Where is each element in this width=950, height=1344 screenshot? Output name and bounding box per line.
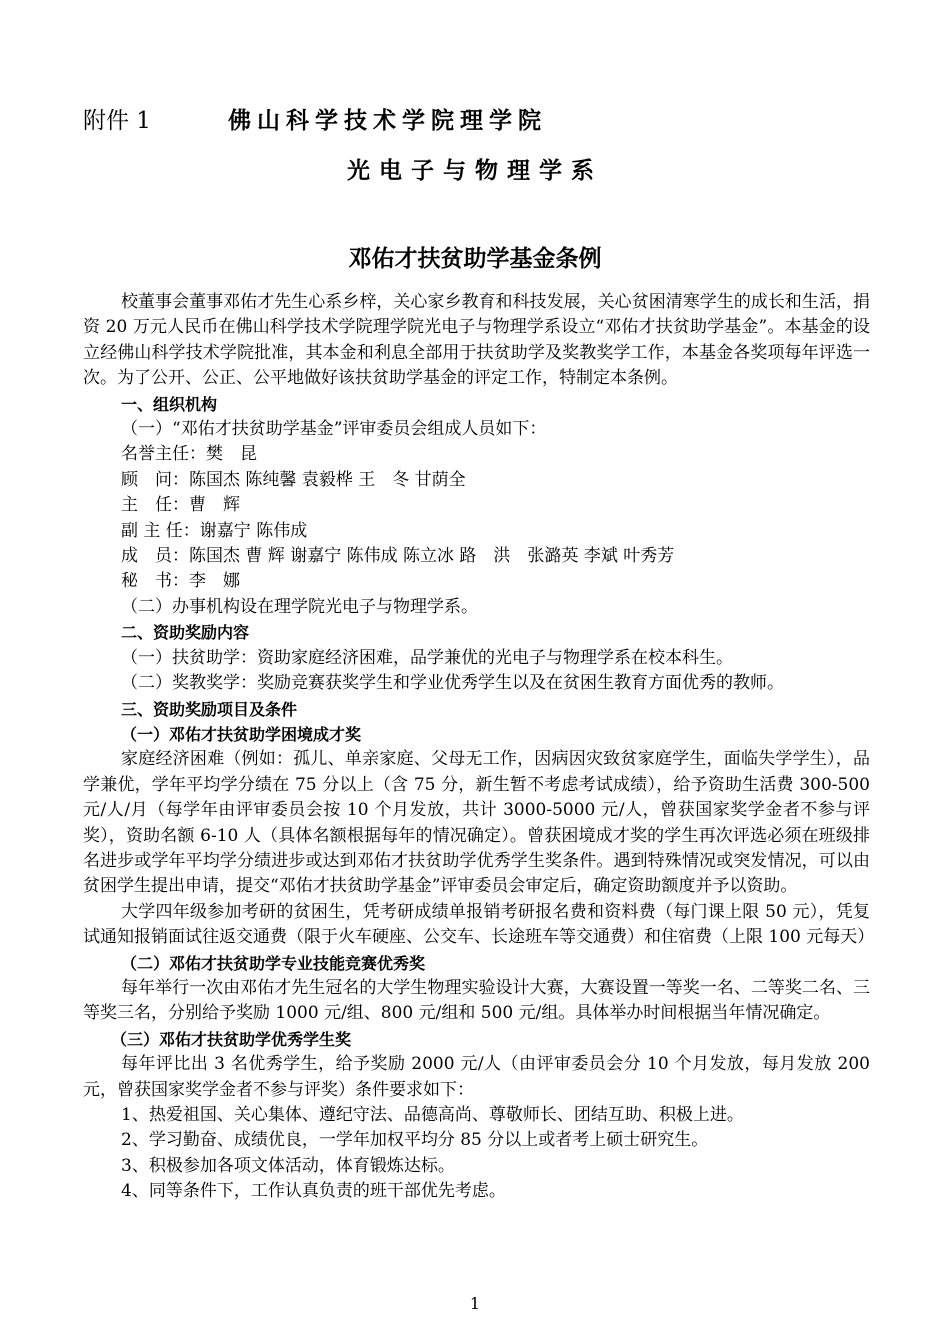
org-item-1: （一）“邓佑才扶贫助学基金”评审委员会组成人员如下： (121, 419, 547, 440)
award-1-paragraph-1: 家庭经济困难（例如：孤儿、单亲家庭、父母无工作，因病因灾致贫家庭学生，面临失学学生），品学兼优，学年平均学分绩在 75 分以上（含 75 分，新生暂不考虑考试成绩），给予资助生活费 300-500 元/人/月（每学年由评审委员会按 10 个月发放，共计 3000-5000 元/人，曾获国家奖学金者不参与评奖），资助名额 6-10 人（具体名额根据每年的情况确定）。曾获困境成才奖的学生再次评选必须在班级排名进步或学年平均学分绩进步或达到邓佑才扶贫助学优秀学生奖条件。遇到特殊情况或突发情况，可以由贫困学生提出申请，提交“邓佑才扶贫助学基金”评审委员会审定后，确定资助额度并予以资助。 (83, 749, 870, 897)
award-2-heading: （二）邓佑才扶贫助学专业技能竞赛优秀奖 (121, 953, 426, 973)
preamble-paragraph: 校董事会董事邓佑才先生心系乡梓，关心家乡教育和科技发展，关心贫困清寒学生的成长和生活，捐资 20 万元人民币在佛山科学技术学院理学院光电子与物理学系设立“邓佑才扶贫助学基金”。本基金的设立经佛山科学技术学院批准，其本金和利息全部用于扶贫助学及奖教奖学工作，本基金各奖项每年评选一次。为了公开、公正、公平地做好该扶贫助学基金的评定工作，特制定本条例。 (83, 292, 870, 389)
document-body (83, 290, 875, 1205)
award-1-heading: （一）邓佑才扶贫助学困境成才奖 (121, 724, 362, 744)
member-line: 秘 书：李 娜 (121, 571, 240, 592)
document-title: 邓佑才扶贫助学基金条例 (348, 246, 602, 272)
content-item-2: （二）奖教奖学：奖励竞赛获奖学生和学业优秀学生以及在贫困生教育方面优秀的教师。 (121, 673, 784, 694)
condition-item: 3、积极参加各项文体活动，体育锻炼达标。 (121, 1155, 455, 1176)
member-line: 顾 问：陈国杰 陈纯馨 袁毅桦 王 冬 甘荫全 (121, 469, 466, 490)
section-heading-awards: 三、资助奖励项目及条件 (121, 699, 298, 719)
condition-item: 1、热爱祖国、关心集体、遵纪守法、品德高尚、尊敬师长、团结互助、积极上进。 (121, 1105, 744, 1125)
award-3-heading: （三）邓佑才扶贫助学优秀学生奖 (111, 1029, 352, 1049)
institution-name: 佛山科学技术学院理学院 (228, 108, 547, 134)
condition-item: 4、同等条件下，工作认真负责的班干部优先考虑。 (121, 1181, 506, 1202)
member-line: 成 员：陈国杰 曹 辉 谢嘉宁 陈伟成 陈立冰 路 洪 张潞英 李斌 叶秀芳 (121, 546, 675, 567)
department-name: 光电子与物理学系 (347, 158, 603, 184)
page-number: 1 (469, 1294, 481, 1313)
attachment-label: 附件 1 (83, 108, 151, 134)
member-line: 主 任：曹 辉 (121, 495, 240, 516)
section-heading-content: 二、资助奖励内容 (121, 623, 250, 643)
header-line-1 (83, 102, 547, 135)
content-item-1: （一）扶贫助学：资助家庭经济困难，品学兼优的光电子与物理学系在校本科生。 (121, 647, 733, 668)
org-item-2: （二）办事机构设在理学院光电子与物理学系。 (121, 596, 478, 617)
award-2-paragraph: 每年举行一次由邓佑才先生冠名的大学生物理实验设计大赛，大赛设置一等奖一名、二等奖二名、三等奖三名，分别给予奖励 1000 元/组、800 元/组和 500 元/组。具体举办时间根据当年情况确定。 (83, 977, 870, 1024)
member-line: 副 主 任：谢嘉宁 陈伟成 (121, 520, 308, 541)
section-heading-organization: 一、组织机构 (121, 394, 218, 414)
award-3-paragraph: 每年评比出 3 名优秀学生，给予奖励 2000 元/人（由评审委员会分 10 个月发放，每月发放 200 元，曾获国家奖学金者不参与评奖）条件要求如下： (83, 1054, 870, 1100)
award-1-paragraph-2: 大学四年级参加考研的贫困生，凭考研成绩单报销考研报名费和资料费（每门课上限 50 元），凭复试通知报销面试往返交通费（限于火车硬座、公交车、长途班车等交通费）和住宿费（上限 100 元每天） (83, 901, 875, 948)
member-line: 名誉主任：樊 昆 (121, 444, 257, 465)
condition-item: 2、学习勤奋、成绩优良，一学年加权平均分 85 分以上或者考上硕士研究生。 (121, 1130, 709, 1151)
